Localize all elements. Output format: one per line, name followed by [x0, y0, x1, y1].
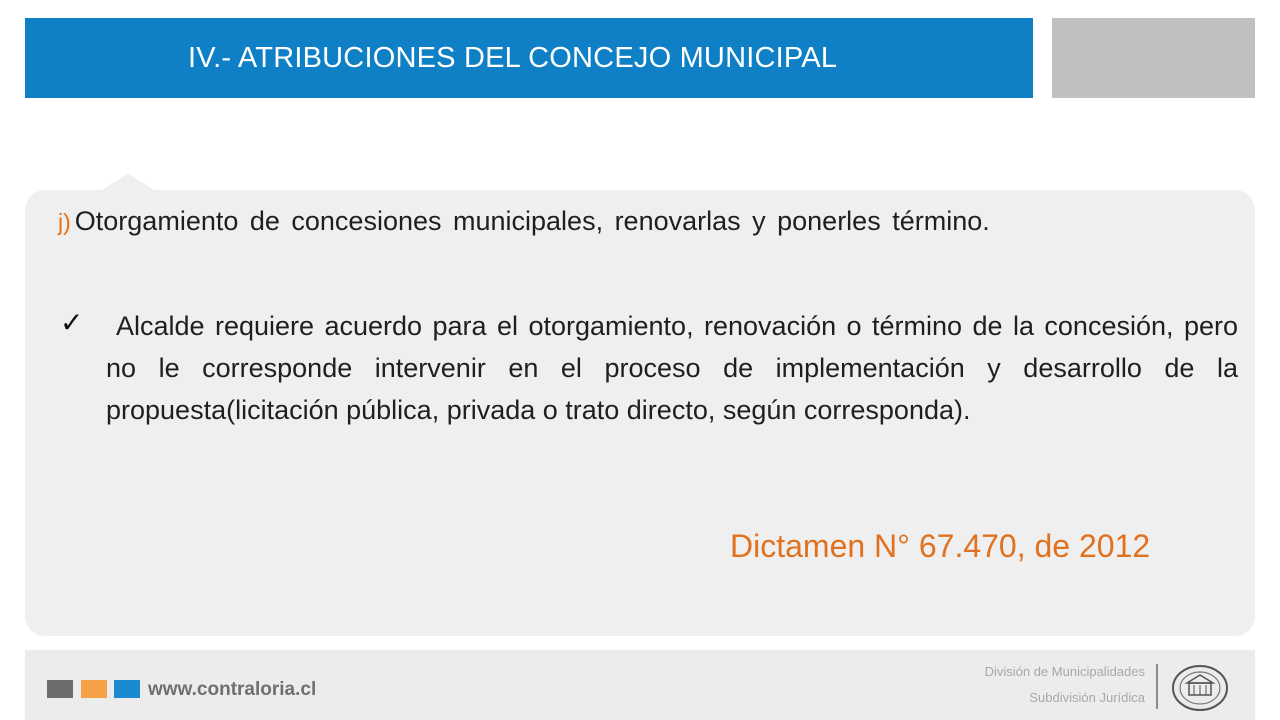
contraloria-seal-icon [1170, 663, 1230, 713]
content-pointer [100, 174, 156, 191]
header-grey-block [1052, 18, 1255, 98]
checkmark-icon: ✓ [60, 307, 84, 338]
slide-title: IV.- ATRIBUCIONES DEL CONCEJO MUNICIPAL [188, 42, 838, 74]
item-letter: j) [58, 209, 71, 235]
footer-division: División de Municipalidades [984, 664, 1145, 679]
footer-square-blue [114, 680, 140, 698]
footer-square-orange [81, 680, 107, 698]
footer-url[interactable]: www.contraloria.cl [148, 679, 317, 700]
item-text: Otorgamiento de concesiones municipales, renovarlas y ponerles término. [74, 206, 990, 236]
footer-square-grey [47, 680, 73, 698]
dictamen-reference: Dictamen N° 67.470, de 2012 [730, 528, 1151, 564]
footer-separator [1156, 664, 1158, 709]
bullet-text: Alcalde requiere acuerdo para el otorgamiento, renovación o término de la concesión, pero no le corresponde intervenir en el proceso de implementación y desarrollo de la propuesta(licitación pública, privada o trato directo, según corresponda). [106, 311, 1238, 425]
footer-subdivision: Subdivisión Jurídica [1029, 690, 1145, 705]
item-line [58, 206, 1228, 237]
